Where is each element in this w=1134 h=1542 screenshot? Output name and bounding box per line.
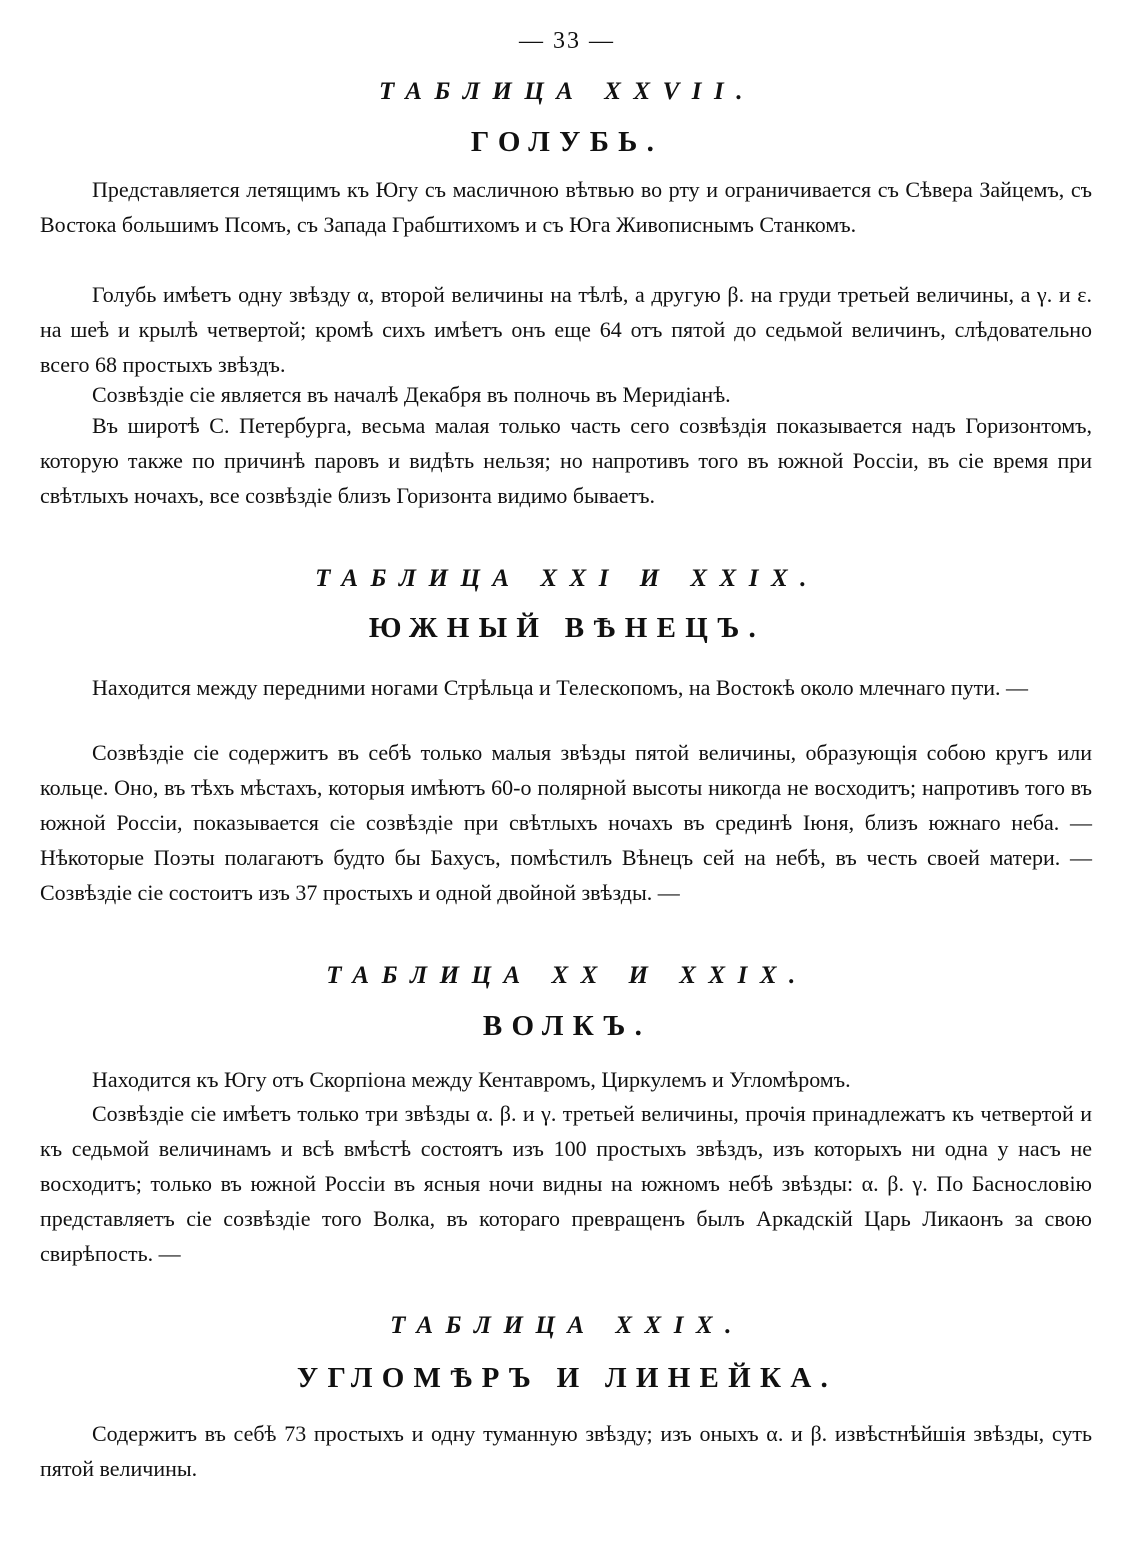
paragraph: Представляется летящимъ къ Югу съ масличною вѣтвью во рту и ограничивается съ Сѣвера Зайцемъ, съ Востока большимъ Псомъ, съ Запада Грабштихомъ и съ Юга Живописнымъ Станкомъ.	[40, 177, 1092, 237]
paragraph: Въ широтѣ С. Петербурга, весьма малая только часть сего созвѣздія показывается надъ Горизонтомъ, которую также по причинѣ паровъ и видѣть нельзя; но напротивъ того въ южной Россіи, въ сіе время при свѣтлыхъ ночахъ, все созвѣздіе близъ Горизонта видимо бываетъ.	[40, 413, 1092, 508]
section-heading-table-xx-xxix: ТАБЛИЦА XX И XXIX.	[326, 962, 808, 989]
section-heading-table-xxi-xxix: ТАБЛИЦА XXI И XXIX.	[315, 565, 819, 592]
section-title-uglomer-i-lineyka: УГЛОМѢРЪ И ЛИНЕЙКА.	[296, 1362, 838, 1394]
section-title-yuzhny-venets: ЮЖНЫЙ ВѢНЕЦЪ.	[368, 612, 766, 644]
page-number: — 33 —	[519, 28, 615, 54]
section-heading-table-xxvii: ТАБЛИЦА XXVII.	[379, 78, 755, 105]
paragraph: Созвѣздіе сіе является въ началѣ Декабря въ полночь въ Меридіанѣ.	[92, 382, 731, 407]
paragraph: Находится между передними ногами Стрѣльца и Телескопомъ, на Востокѣ около млечнаго пути. —	[92, 675, 1028, 700]
section-title-volk: ВОЛКЪ.	[482, 1010, 652, 1042]
paragraph: Созвѣздіе сіе содержитъ въ себѣ только малыя звѣзды пятой величины, образующія собою кругъ или кольце. Оно, въ тѣхъ мѣстахъ, которыя имѣютъ 60-о полярной высоты никогда не восходитъ; напротивъ того въ южной Россіи, показывается сіе созвѣздіе при свѣтлыхъ ночахъ въ срединѣ Іюня, близъ южнаго неба. — Нѣкоторые Поэты полагаютъ будто бы Бахусъ, помѣстилъ Вѣнецъ сей на небѣ, въ честь своей матери. — Созвѣздіе сіе состоитъ изъ 37 простыхъ и одной двойной звѣзды. —	[40, 740, 1092, 905]
paragraph: Содержитъ въ себѣ 73 простыхъ и одну туманную звѣзду; изъ оныхъ α. и β. извѣстнѣйшія звѣзды, суть пятой величины.	[40, 1421, 1092, 1481]
paragraph: Находится къ Югу отъ Скорпіона между Кентавромъ, Циркулемъ и Угломѣромъ.	[92, 1067, 851, 1092]
section-title-golub: ГОЛУБЬ.	[470, 126, 664, 158]
paragraph: Созвѣздіе сіе имѣетъ только три звѣзды α. β. и γ. третьей величины, прочія принадлежатъ къ четвертой и къ седьмой величинамъ и всѣ вмѣстѣ состоятъ изъ 100 простыхъ звѣздъ, изъ которыхъ ни одна у насъ не восходитъ; только въ южной Россіи въ ясныя ночи видны на южномъ небѣ звѣзды: α. β. γ. По Баснословію представляетъ сіе созвѣздіе того Волка, въ котораго превращенъ былъ Аркадскій Царь Ликаонъ за свою свирѣпость. —	[40, 1101, 1092, 1266]
section-heading-table-xxix: ТАБЛИЦА XXIX.	[390, 1312, 744, 1339]
paragraph: Голубь имѣетъ одну звѣзду α, второй величины на тѣлѣ, а другую β. на груди третьей величины, а γ. и ε. на шеѣ и крылѣ четвертой; кромѣ сихъ имѣетъ онъ еще 64 отъ пятой до седьмой величинъ, слѣдовательно всего 68 простыхъ звѣздъ.	[40, 282, 1092, 377]
